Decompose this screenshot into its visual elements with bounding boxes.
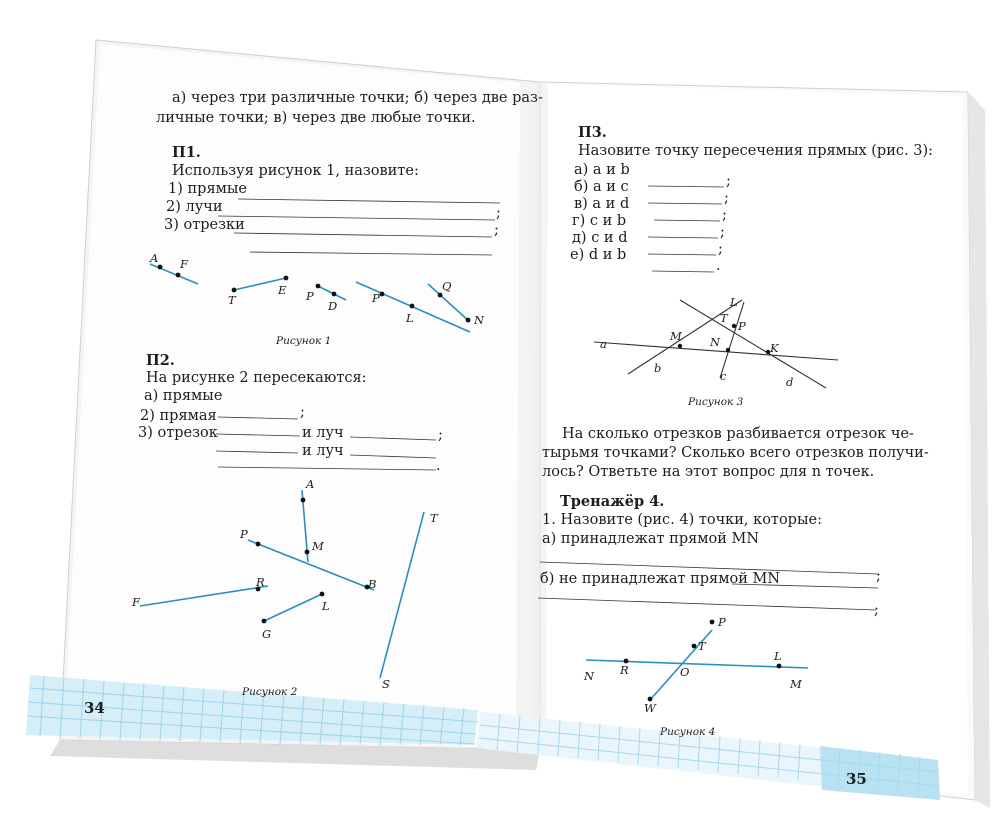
fig3-label-N: N (710, 335, 721, 349)
question-line-3: лось? Ответьте на этот вопрос для n точек. (542, 464, 875, 480)
p2-prompt: На рисунке 2 пересекаются: (146, 370, 367, 386)
p2-item-c-mid: и луч (302, 443, 344, 459)
fig2-label-R: R (256, 575, 265, 589)
fig1-label-N: N (474, 313, 485, 327)
fig2-label-L: L (322, 599, 330, 613)
p2-item-b-prefix: 2) прямая (140, 408, 217, 424)
fig3-label-T: T (720, 311, 728, 325)
p1-item-segments: 3) отрезки (164, 217, 245, 233)
fig1-label-Q: Q (442, 279, 452, 293)
fig1-label-P1: P (306, 289, 314, 303)
fig1-label-F: F (180, 257, 188, 271)
fig2-label-G: G (262, 627, 272, 641)
fig2-label-B: B (368, 577, 377, 591)
question-line-1: На сколько отрезков разбивается отрезок че- (562, 426, 914, 442)
p3-item-b: б) a и c (574, 179, 629, 195)
question-line-2: тырьмя точками? Сколько всего отрезков получи- (542, 445, 929, 461)
fig4-label-W: W (644, 701, 656, 715)
fig1-label-T: T (228, 293, 236, 307)
fig3-label-K: K (770, 341, 779, 355)
p1-item-rays: 2) лучи (166, 199, 223, 215)
left-page-number: 34 (84, 699, 105, 717)
right-page-number: 35 (846, 770, 867, 788)
p3-item-f: е) d и b (570, 247, 627, 263)
fig2-label-A: A (306, 477, 315, 491)
fig2-label-S: S (382, 677, 390, 691)
fig4-label-P: P (718, 615, 726, 629)
p1-title: П1. (172, 144, 201, 161)
fig3-label-b: b (654, 361, 662, 375)
fig2-label-F: F (132, 595, 140, 609)
trainer-title: Тренажёр 4. (560, 493, 665, 510)
fig4-label-R: R (620, 663, 629, 677)
fig2-label-P: P (240, 527, 248, 541)
p2-item-a: а) прямые (144, 388, 223, 404)
intro-line-2: личные точки; в) через две любые точки. (156, 110, 476, 126)
fig4-label-O: O (680, 665, 690, 679)
fig1-label-D: D (328, 299, 338, 313)
fig1-label-L: L (406, 311, 414, 325)
trainer-item-a: а) принадлежат прямой MN (542, 531, 760, 547)
fig3-label-L: L (730, 295, 738, 309)
fig3-label-P: P (738, 319, 746, 333)
p3-prompt: Назовите точку пересечения прямых (рис. 3): (578, 143, 933, 159)
fig4-label-N: N (584, 669, 595, 683)
fig3-caption: Рисунок 3 (688, 396, 744, 408)
intro-line-1: а) через три различные точки; б) через две раз- (172, 90, 543, 106)
fig3-label-M: M (670, 329, 682, 343)
fig4-label-T: T (698, 639, 706, 653)
left-page: а) через три различные точки; б) через две раз- личные точки; в) через две любые точки. П1. Используя рисунок 1, назовите: 1) прямые 2) лучи 3) отрезки ; ; A F T E P D P Q L N Рисунок 1 П2. На рисунке 2 пересекаются: а) прямые ; 2) прямая и луч ; 3) отрезок и луч . A M P B R F L G T S Рисунок 2 34 (84, 90, 543, 717)
fig4-label-L: L (774, 649, 782, 663)
right-page: П3. Назовите точку пересечения прямых (рис. 3): а) a и b б) a и c в) a и d г) c и b д) c и d е) d и b ; ; ; ; ; . L T P M N K a b c d Рисунок 3 На сколько отрезков разбивается отрезок че- тырьмя точками? Сколько всего отрезков получи- лось? Ответьте на этот вопрос для n точек. Тренажёр 4. 1. Назовите (рис. 4) точки, которые: а) принадлежат прямой MN б) не принадлежат прямой MN ; ; P T L N R O M W Рисунок 4 35 (540, 124, 933, 788)
fig3-label-d: d (786, 375, 794, 389)
fig1-label-E: E (278, 283, 287, 297)
p1-item-lines: 1) прямые (168, 181, 247, 197)
fig1-label-P2: P (372, 291, 380, 305)
p3-item-e: д) c и d (572, 230, 628, 246)
p3-item-c: в) a и d (574, 196, 630, 212)
p3-item-d: г) c и b (572, 213, 627, 229)
fig1-caption: Рисунок 1 (276, 335, 332, 347)
fig4-caption: Рисунок 4 (660, 726, 716, 738)
p2-item-b-mid: и луч (302, 425, 344, 441)
fig4-label-M: M (790, 677, 802, 691)
fig1-label-A: A (150, 251, 159, 265)
fig3-label-a: a (600, 337, 607, 351)
fig2-caption: Рисунок 2 (242, 686, 298, 698)
p3-title: П3. (578, 124, 607, 141)
trainer-task: 1. Назовите (рис. 4) точки, которые: (542, 512, 822, 528)
p3-item-a: а) a и b (574, 162, 630, 178)
p2-item-c-prefix: 3) отрезок (138, 425, 218, 441)
p2-title: П2. (146, 352, 175, 369)
fig2-label-M: M (312, 539, 324, 553)
trainer-item-b: б) не принадлежат прямой MN (540, 571, 781, 587)
p1-prompt: Используя рисунок 1, назовите: (172, 163, 419, 179)
fig3-label-c: c (720, 369, 727, 383)
fig2-label-T: T (430, 511, 438, 525)
